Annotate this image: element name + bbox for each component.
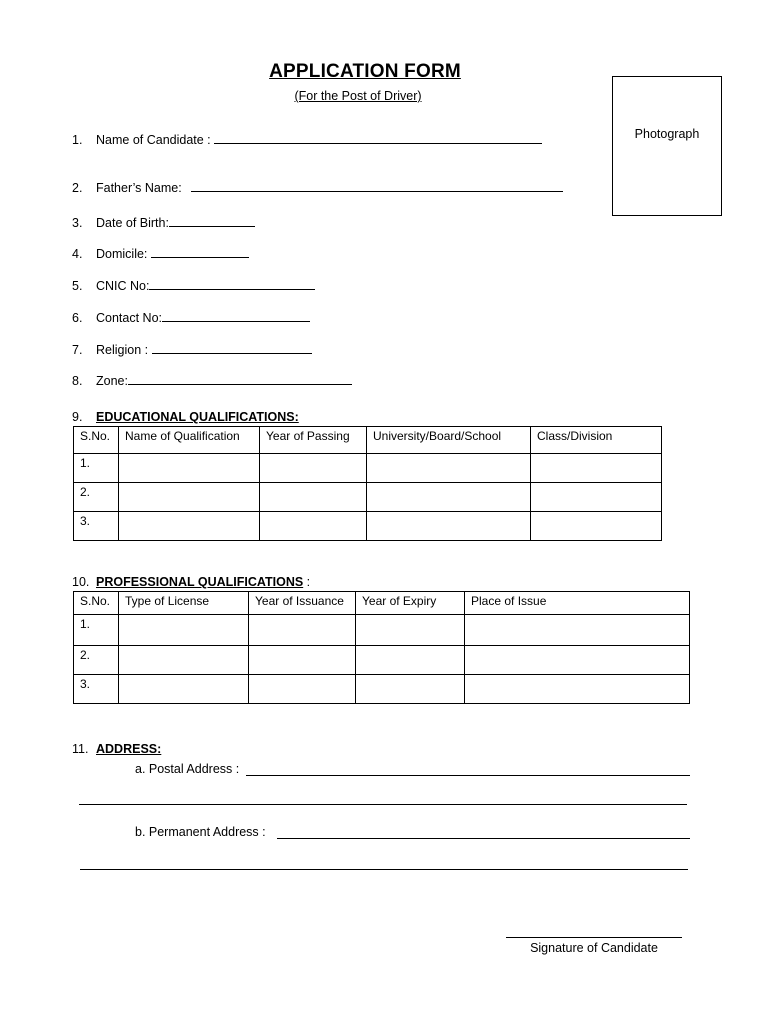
name-of-candidate-input-line[interactable] (214, 131, 542, 144)
field-domicile (72, 245, 249, 261)
field-date-of-birth (72, 214, 255, 230)
field-number: 8. (72, 374, 83, 388)
field-label: Religion : (96, 343, 152, 357)
table-row (74, 646, 690, 675)
table-cell[interactable] (531, 454, 662, 483)
photograph-box[interactable] (612, 76, 722, 216)
field-label: Name of Candidate : (96, 133, 215, 147)
permanent-address-input-line[interactable] (277, 838, 690, 839)
field-cnic-no (72, 277, 315, 293)
field-label: Zone: (96, 374, 128, 388)
field-number: 3. (72, 216, 83, 230)
field-label: Date of Birth: (96, 216, 169, 230)
section-title: PROFESSIONAL QUALIFICATIONS (96, 575, 304, 589)
table-cell[interactable] (356, 615, 465, 646)
field-label: Father’s Name: (96, 181, 186, 195)
address-heading (72, 742, 161, 756)
table-cell[interactable] (367, 483, 531, 512)
permanent-address-field (135, 825, 266, 839)
table-cell[interactable] (356, 646, 465, 675)
photograph-label: Photograph (634, 127, 700, 141)
professional-qualifications-table (73, 591, 690, 704)
field-number: 2. (72, 181, 83, 195)
row-number: 3. (74, 675, 119, 704)
contact-no-input-line[interactable] (162, 309, 310, 322)
table-cell[interactable] (465, 675, 690, 704)
zone-input-line[interactable] (128, 372, 352, 385)
field-number: 5. (72, 279, 83, 293)
cnic-no-input-line[interactable] (149, 277, 315, 290)
field-number: 1. (72, 133, 83, 147)
table-cell[interactable] (119, 675, 249, 704)
field-religion (72, 341, 312, 357)
table-row (74, 675, 690, 704)
field-contact-no (72, 309, 310, 325)
table-cell[interactable] (249, 646, 356, 675)
table-cell[interactable] (465, 646, 690, 675)
fathers-name-input-line[interactable] (191, 179, 563, 192)
form-title: APPLICATION FORM (269, 61, 461, 82)
educational-qualifications-table (73, 426, 662, 541)
table-cell[interactable] (249, 675, 356, 704)
table-cell[interactable] (465, 615, 690, 646)
field-number: 6. (72, 311, 83, 325)
table-cell[interactable] (119, 615, 249, 646)
permanent-address-label: b. Permanent Address : (135, 825, 266, 839)
row-number: 2. (74, 646, 119, 675)
postal-address-input-line[interactable] (246, 775, 690, 776)
table-cell[interactable] (356, 675, 465, 704)
column-header: Type of License (119, 592, 249, 615)
table-row (74, 615, 690, 646)
table-cell[interactable] (260, 512, 367, 541)
signature-input-line[interactable] (506, 937, 682, 938)
permanent-address-input-line-2[interactable] (80, 869, 688, 870)
table-cell[interactable] (249, 615, 356, 646)
religion-input-line[interactable] (152, 341, 312, 354)
table-row (74, 483, 662, 512)
table-cell[interactable] (119, 512, 260, 541)
column-header: Class/Division (531, 427, 662, 454)
column-header: Place of Issue (465, 592, 690, 615)
table-header-row (74, 592, 690, 615)
table-cell[interactable] (119, 483, 260, 512)
section-title: ADDRESS: (96, 742, 162, 756)
column-header: S.No. (74, 592, 119, 615)
table-cell[interactable] (119, 454, 260, 483)
column-header: University/Board/School (367, 427, 531, 454)
date-of-birth-input-line[interactable] (169, 214, 255, 227)
table-header-row (74, 427, 662, 454)
field-label: Domicile: (96, 247, 151, 261)
column-header: S.No. (74, 427, 119, 454)
form-subtitle: (For the Post of Driver) (294, 89, 422, 103)
field-label: CNIC No: (96, 279, 150, 293)
section-number: 10. (72, 575, 90, 589)
table-cell[interactable] (119, 646, 249, 675)
field-fathers-name (72, 179, 563, 195)
column-header: Year of Expiry (356, 592, 465, 615)
postal-address-field (135, 762, 239, 776)
row-number: 1. (74, 454, 119, 483)
table-cell[interactable] (367, 512, 531, 541)
field-zone (72, 372, 352, 388)
table-cell[interactable] (531, 512, 662, 541)
field-name-of-candidate (72, 131, 542, 147)
postal-address-input-line-2[interactable] (79, 804, 687, 805)
table-row (74, 512, 662, 541)
table-cell[interactable] (367, 454, 531, 483)
section-number: 11. (72, 742, 89, 756)
column-header: Year of Issuance (249, 592, 356, 615)
row-number: 3. (74, 512, 119, 541)
column-header: Year of Passing (260, 427, 367, 454)
section-number: 9. (72, 410, 83, 424)
postal-address-label: a. Postal Address : (135, 762, 240, 776)
educational-qualifications-heading (72, 410, 299, 424)
domicile-input-line[interactable] (151, 245, 249, 258)
table-cell[interactable] (260, 454, 367, 483)
table-row (74, 454, 662, 483)
section-suffix: : (303, 575, 311, 589)
section-title: EDUCATIONAL QUALIFICATIONS: (96, 410, 299, 424)
row-number: 2. (74, 483, 119, 512)
professional-qualifications-heading (72, 575, 310, 589)
column-header: Name of Qualification (119, 427, 260, 454)
field-number: 7. (72, 343, 83, 357)
row-number: 1. (74, 615, 119, 646)
table-cell[interactable] (260, 483, 367, 512)
field-label: Contact No: (96, 311, 163, 325)
table-cell[interactable] (531, 483, 662, 512)
field-number: 4. (72, 247, 83, 261)
signature-label: Signature of Candidate (530, 941, 658, 955)
